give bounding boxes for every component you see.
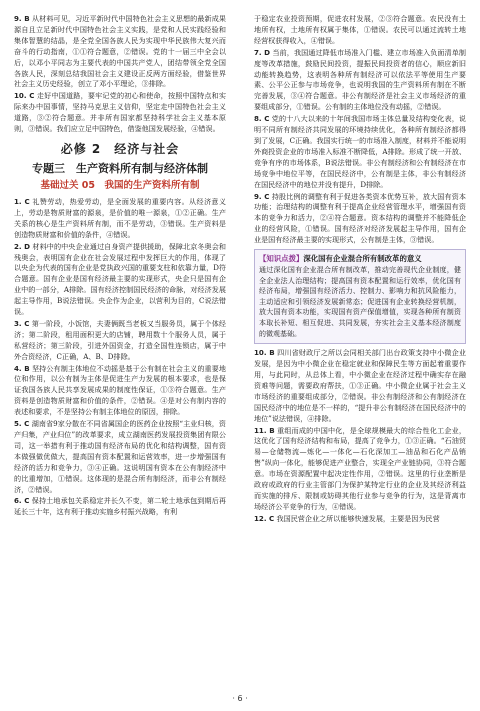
topic-title: 专题三 生产资料所有制与经济体制 (32, 161, 208, 175)
answer-item: 9. B 从材料可见，习近平新时代中国特色社会主义思想的最新成果源自且立足新时代中国特色社会主义实践，是党和人民实践经验和集体智慧的结晶，是全党全国各族人民为实现中华民族伟大复兴而奋斗的行动指南，①①符合题意，②错误。党的十一届三中全会以后，以邓小平同志为主要代表的中国共产党人，团结带领全党全国各族人民，深刻总结我国社会主义建设正反两方面经验，借鉴世界社会主义历史经验，创立了邓小平理论，③排除。 (14, 14, 226, 89)
answer-item: 7. D 当前，我国通过降低市场准入门槛、建立市场准入负面清单制度等改革措施，鼓励民间投资，提振民间投资者的信心，顺应新旧动能转换趋势，这表明各种所有制经济可以依法平等使用生产要素、公平公正参与市场竞争，也说明我国的生产资料所有制在不断完善发展，③④符合题意。非公有制经济是社会主义市场经济的重要组成部分，①错误。公有制的主体地位没有动摇，②错误。 (254, 47, 466, 112)
answer-item: 12. C 我国民营企业之所以能够快速发展，主要是因为民营 (254, 513, 440, 523)
page-number: · 6 · (232, 694, 248, 703)
right-column (254, 14, 466, 526)
unit-title: 基础过关 05 我国的生产资料所有制 (40, 179, 200, 191)
answer-item: 3. C 第一阶段，小饭馆，夫妻俩既当老板又当服务员，属于个体经济；第二阶段，租用面积更大的店铺，聘用数十个服务人员，属于私营经济；第三阶段，引进外国资金，打造全国性连锁店，属于中外合资经济，C正确，A、B、D排除。 (14, 318, 226, 361)
knowledge-tag: 【知识点拨】 (259, 254, 304, 264)
answer-item: 4. B 坚持公有制主体地位不动摇是基于公有制在社会主义的重要地位和作用，以公有制为主体是促进生产力发展的根本要求，也是保证我国各族人民共享发展成果的制度性保证，①③符合题意。生产资料是创造物质财富和价值的条件，②错误。④是对公有制内容的表述和要求，不是坚持公有制主体地位的原因，排除。 (14, 363, 226, 417)
answer-item: 11. B 重组而成的中国中化，是全球规模最大的综合性化工企业，这优化了国有经济结构和布局，提高了竞争力，①③正确。“石油贸易—仓储物流—炼化—一体化—石化深加工—油品和石化产品销售”纵向一体化，能够促进产业整合，实现全产业链协同，③符合题意。市场在资源配置中起决定性作用，②错误。这里的行业垄断是政府或政府的行业主管部门为保护某特定行业的企业及其经济利益而实施的排斥、限制或妨碍其他行业参与竞争的行为，这是背离市场经济公平竞争的行为，④错误。 (254, 425, 466, 511)
knowledge-box (254, 249, 466, 344)
answer-item: 10. C 走好中国道路，要牢记党的初心和使命，按照中国特点和实际来办中国事情，坚持马克思主义信仰，坚定走中国特色社会主义道路，③②符合题意。并非所有国家都坚持科学社会主义基本原则，③错误。我们应立足中国特色，借鉴他国发展经验，④错误。 (14, 91, 226, 134)
left-column (14, 14, 226, 519)
knowledge-box-header (259, 253, 461, 264)
section-title: 必修 2 经济与社会 (60, 141, 180, 156)
knowledge-body: 通过深化国有企业混合所有制改革，推动完善现代企业制度，健全企业法人治理结构；提高国有资本配置和运行效率，优化国有经济布局，增强国有经济活力、控制力、影响力和抗风险能力，主动适应和引领经济发展新常态；促进国有企业转换经营机制，放大国有资本功能，实现国有资产保值增值，实现各种所有制资本取长补短、相互促进、共同发展，夯实社会主义基本经济制度的微观基础。 (259, 266, 461, 338)
answer-item: 于稳定农业投资预期，促进农村发展，②③符合题意。农民没有土地所有权，土地所有权属于集体，①错误。农民可以通过流转土地经营权获得收入，④错误。 (254, 14, 466, 45)
knowledge-title: 深化国有企业混合所有制改革的意义 (303, 254, 422, 264)
answer-item: 5. C 湖南省9家分散在不同省属国企的医药企业按照“主业归核，资产归集，产业归位”的改革要求，成立湖南医药发展投资集团有限公司，这一举措有利于推动国有经济布局的优化和结构调整，国有资本做强做优做大，提高国有资本配置和运营效率，进一步增强国有经济的活力和竞争力，③④正确。这说明国有资本在公有制经济中的比重增加，①错误。这体现的是混合所有制经济，而非公有制经济，②错误。 (14, 419, 226, 494)
answer-item: 10. B 四川省财政厅之所以会同相关部门出台政策支持中小微企业发展，是因为中小微企业在稳定就业和保障民生等方面起着重要作用，与此同时，从总体上看，中小微企业在经济过程中确实存在融资难等问题，需要政府帮扶，①③正确。中小微企业属于社会主义市场经济的重要组成部分，②错误。非公有制经济和公有制经济在国民经济中的地位是不一样的，“提升非公有制经济在国民经济中的地位”说法错误，④排除。 (254, 348, 466, 423)
answer-item: 1. C 礼赞劳动，热爱劳动，是全面发展的重要内容。从经济意义上，劳动是物质财富的源泉，是价值的唯一源泉，①②正确。生产关系的核心是生产资料所有制，而不是劳动，③错误。生产资料是创造物质财富和价值的条件，④错误。 (14, 196, 226, 239)
answer-item: 2. D 材料中的中央企业通过自身资产提供援助，保障北京冬奥会和残奥会，表明国有企业在社会发展过程中发挥巨大的作用，体现了以央企为代表的国有企业是党执政兴国的重要支柱和依靠力量，D符合题意。国有企业是国有经济最主要的实现形式，央企只是国有企业中的一部分，A排除。国有经济控制国民经济的命脉，对经济发展起主导作用，B说法错误。央企作为企业，以营利为目的，C说法错误。 (14, 241, 226, 317)
answer-item: 8. C 党的十八大以来的十年间我国市场主体总量及结构变化表，说明不同所有制经济共同发展的环境持续优化，各种所有制经济都得到了发展，C正确。我国实行统一的市场准入制度，材料并不能说明外商投资企业的市场准入标准不断降低，A排除。形成了统一开放、竞争有序的市场体系，B说法错误。非公有制经济和公有制经济在市场竞争中地位平等，在国民经济中，公有制是主体，非公有制经济在国民经济中的地位并没有提升，D排除。 (254, 114, 466, 189)
answer-item: 6. C 保持土地承包关系稳定并长久不变，第二轮土地承包到期后再延长三十年，这有利于推动实施乡村振兴战略，有利 (14, 496, 226, 517)
answer-item: 9. C 持股比例的调整有利于促进各类资本优势互补，放大国有资本功能；治理结构的调整有利于提高企业经营管理水平，增强国有资本的竞争力和活力，②④符合题意。资本结构的调整并不能降低企业的经营风险，①错误。国有经济对经济发展起主导作用，国有企业是国有经济最主要的实现形式，公有制是主体，③错误。 (254, 191, 466, 245)
